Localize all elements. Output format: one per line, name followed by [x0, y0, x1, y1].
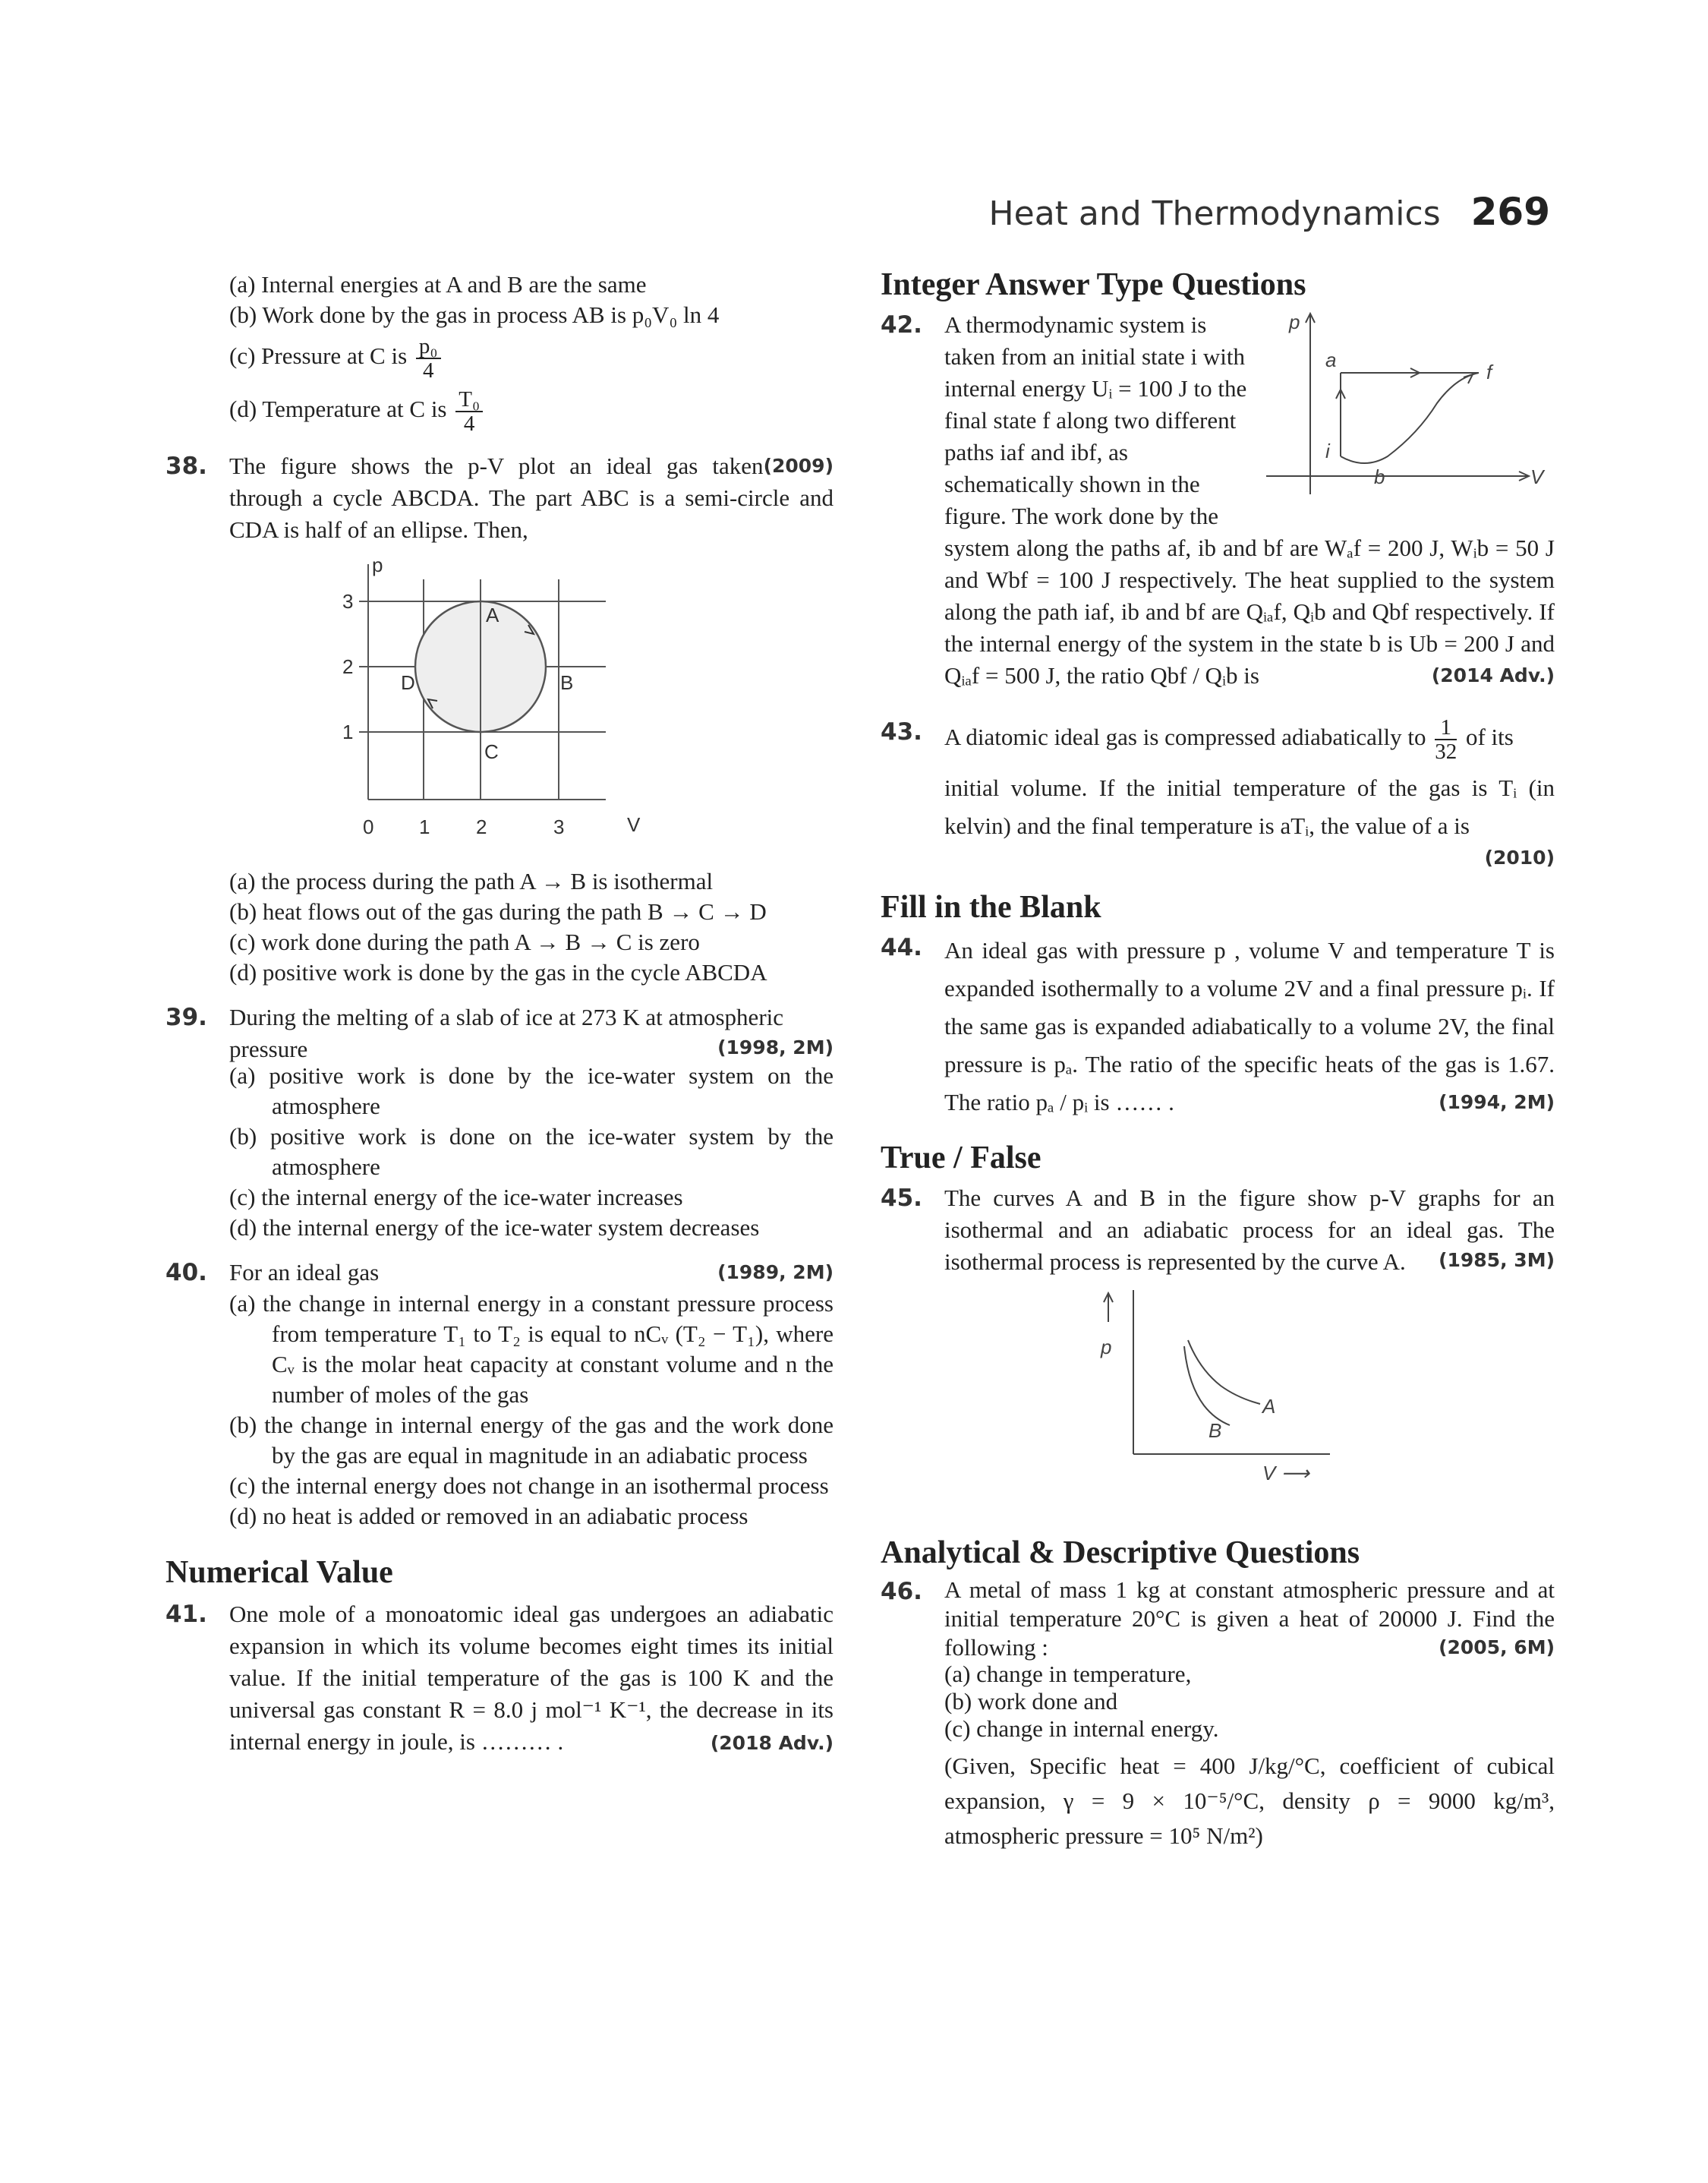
question-ref: (2009): [763, 455, 834, 477]
question-text: A thermodynamic system is taken from an initial state i with internal energy Uᵢ = 100 J to the final state f along two different paths iaf and ibf, as schematically shown in the figure. The work done by the: [944, 311, 1247, 529]
question-number: 41.: [165, 1601, 207, 1628]
q39-option-c: (c) the internal energy of the ice-water increases: [229, 1184, 683, 1210]
question-text: (1989, 2M) For an ideal gas: [229, 1257, 834, 1289]
q38-x-tick-0: 0: [363, 815, 374, 838]
question-number: 38.: [165, 453, 207, 480]
q42-axis-v-label: V: [1530, 465, 1544, 488]
question-45: [881, 1182, 1555, 1273]
q38-y-tick-3: 3: [342, 590, 354, 613]
question-39: [165, 1002, 834, 1243]
q42-arrow-bf: [1464, 374, 1473, 383]
q38-axis-v-label: V: [627, 813, 641, 836]
right-column: [881, 267, 1555, 1853]
q37-option-b: (b) Work done by the gas in process AB is p₀V₀ ln 4: [229, 301, 720, 328]
q39-option-b: (b) positive work is done on the ice-water system by the atmosphere: [229, 1123, 834, 1180]
q38-option-d: (d) positive work is done by the gas in the cycle ABCDA: [229, 959, 767, 986]
q38-y-tick-2: 2: [342, 655, 354, 678]
q45-axis-v-label: V ⟶: [1262, 1462, 1309, 1484]
question-ref: (1985, 3M): [1439, 1249, 1555, 1271]
q40-option-a: (a) the change in internal energy in a constant pressure process from temperature T₁ to T₂ is equal to nCᵥ (T₂ − T₁), where Cᵥ is the molar heat capacity at constant volume and n the number of moles of the gas: [229, 1290, 834, 1408]
q45-pv-curves-figure: [881, 1286, 1555, 1491]
q42-point-b: b: [1374, 465, 1385, 488]
question-text: During the melting of a slab of ice at 273 K at atmospheric pressure: [229, 1004, 784, 1062]
question-text: An ideal gas with pressure p , volume V and temperature T is expanded isothermally to a volume 2V and a final pressure pᵢ. If the same gas is expanded adiabatically to a volume 2V, the final pressure is pₐ. The ratio of the specific heats of the gas is 1.67. The ratio pₐ / pᵢ is …… .: [944, 937, 1555, 1115]
q37-option-a: (a) Internal energies at A and B are the same: [229, 271, 647, 298]
question-ref: (1994, 2M): [1439, 1091, 1555, 1113]
section-heading-analytical: Analytical & Descriptive Questions: [881, 1535, 1360, 1570]
q39-option-a: (a) positive work is done by the ice-water system on the atmosphere: [229, 1062, 834, 1119]
frac-numerator: p₀: [416, 335, 441, 359]
frac-denominator: 4: [422, 358, 434, 383]
question-number: 39.: [165, 1004, 207, 1031]
q38-option-a: (a) the process during the path A → B is isothermal: [229, 868, 714, 894]
question-46: [881, 1576, 1555, 1853]
q45-curve-b: [1184, 1346, 1230, 1425]
question-number: 46.: [881, 1578, 922, 1605]
q38-point-c: C: [484, 740, 499, 763]
q37-option-d-fraction: [455, 388, 483, 435]
question-38: [165, 450, 834, 546]
q37-option-c-fraction: [416, 335, 441, 382]
q37-option-c: [229, 335, 834, 382]
q45-curve-b-label: B: [1209, 1419, 1222, 1442]
q42-point-i: i: [1325, 440, 1330, 462]
question-text: A metal of mass 1 kg at constant atmospheric pressure and at initial temperature 20°C is given a heat of 20000 J. Find the following :: [944, 1576, 1555, 1661]
question-ref: (2005, 6M): [1439, 1636, 1555, 1658]
q38-x-tick-2: 2: [476, 815, 487, 838]
q46-option-c: (c) change in internal energy.: [944, 1715, 1219, 1742]
left-column: [165, 270, 834, 1756]
q38-point-a: A: [486, 604, 499, 626]
question-44: [881, 932, 1555, 1115]
question-text-continued: system along the paths af, ib and bf are Wₐf = 200 J, Wᵢb = 50 J and Wbf = 100 J respectively. The heat supplied to the system along the path iaf, ib and bf are Qᵢₐf, Qᵢb and Qbf respectively. If the internal energy of the system in the state b is Ub = 200 J and Qᵢₐf = 500 J, the ratio Qbf / Qᵢb is: [944, 535, 1555, 689]
q42-axis-p-label: p: [1289, 311, 1300, 333]
section-heading-numerical: Numerical Value: [165, 1555, 393, 1590]
question-text: A diatomic ideal gas is compressed adiabatically to $\frac{1}{32}$ of its: [944, 715, 1514, 764]
q45-curve-a-label: A: [1262, 1395, 1276, 1418]
chapter-title: Heat and Thermodynamics: [988, 194, 1441, 233]
q40-option-d: (d) no heat is added or removed in an adiabatic process: [229, 1503, 748, 1529]
question-number: 45.: [881, 1185, 922, 1212]
q43-fraction: [1435, 716, 1457, 763]
q38-y-tick-1: 1: [342, 721, 354, 743]
question-number: 44.: [881, 934, 922, 961]
q38-point-d: D: [401, 671, 415, 694]
page-header: [989, 190, 1550, 234]
question-40: [165, 1257, 834, 1532]
section-heading-integer: Integer Answer Type Questions: [881, 267, 1306, 302]
question-41: [165, 1598, 834, 1756]
frac-numerator: 1: [1435, 716, 1457, 740]
q38-option-c: (c) work done during the path A → B → C is zero: [229, 929, 700, 955]
q46-option-b: (b) work done and: [944, 1688, 1118, 1715]
q37-option-d-text: (d) Temperature at C is: [229, 396, 447, 423]
question-ref: (2014 Adv.): [1431, 664, 1555, 686]
section-heading-truefalse: True / False: [881, 1140, 1042, 1175]
q38-x-tick-3: 3: [553, 815, 565, 838]
q38-pv-cycle-figure: [165, 549, 834, 853]
q42-pv-paths-figure: [1259, 304, 1555, 525]
question-ref: (1998, 2M): [717, 1036, 834, 1058]
q46-option-a: (a) change in temperature,: [944, 1661, 1192, 1687]
question-text: The curves A and B in the figure show p-V graphs for an isothermal and an adiabatic process for an ideal gas. The isothermal process is represented by the curve A.: [944, 1185, 1555, 1275]
q38-option-b: (b) heat flows out of the gas during the path B → C → D: [229, 898, 767, 925]
question-number: 42.: [881, 311, 922, 339]
question-text-continued: initial volume. If the initial temperature of the gas is Tᵢ (in kelvin) and the final temperature is aTᵢ, the value of a is: [944, 774, 1555, 839]
q42-path-ibf: [1341, 373, 1479, 463]
question-number: 40.: [165, 1259, 207, 1286]
q42-point-f: f: [1486, 361, 1492, 383]
q38-point-b: B: [560, 671, 574, 694]
question-43: [881, 716, 1555, 871]
question-ref: (1989, 2M): [717, 1261, 834, 1283]
q40-option-b: (b) the change in internal energy of the gas and the work done by the gas are equal in magnitude in an adiabatic process: [229, 1412, 834, 1468]
frac-denominator: 32: [1435, 740, 1457, 764]
question-ref: (2018 Adv.): [710, 1732, 834, 1754]
section-heading-fill: Fill in the Blank: [881, 890, 1101, 925]
question-ref: (2010): [1484, 847, 1555, 869]
q38-x-tick-1: 1: [419, 815, 430, 838]
question-42: [881, 309, 1555, 689]
page-number: 269: [1470, 190, 1550, 234]
frac-denominator: 4: [463, 412, 475, 436]
question-text: (2009) The figure shows the p-V plot an ideal gas taken through a cycle ABCDA. The part ABC is a semi-circle and CDA is half of an ellipse. Then,: [229, 450, 834, 546]
q45-axis-p-label: p: [1101, 1336, 1112, 1358]
q42-point-a: a: [1325, 349, 1337, 371]
question-number: 43.: [881, 718, 922, 746]
q37-option-d: [229, 388, 834, 435]
q46-given-values: (Given, Specific heat = 400 J/kg/°C, coefficient of cubical expansion, γ = 9 × 10⁻⁵/°C, density ρ = 9000 kg/m³, atmospheric pressure = 10⁵ N/m²): [944, 1752, 1555, 1849]
question-text: One mole of a monoatomic ideal gas undergoes an adiabatic expansion in which its volume becomes eight times its initial value. If the initial temperature of the gas is 100 K and the universal gas constant R = 8.0 j mol⁻¹ K⁻¹, the decrease in its internal energy in joule, is ……… .: [229, 1601, 834, 1755]
q38-axis-p-label: p: [372, 554, 383, 576]
q39-option-d: (d) the internal energy of the ice-water system decreases: [229, 1214, 760, 1241]
q45-curve-a: [1188, 1340, 1260, 1404]
q37-option-c-text: (c) Pressure at C is: [229, 342, 408, 370]
frac-numerator: T₀: [455, 388, 483, 412]
q40-option-c: (c) the internal energy does not change in an isothermal process: [229, 1472, 829, 1499]
